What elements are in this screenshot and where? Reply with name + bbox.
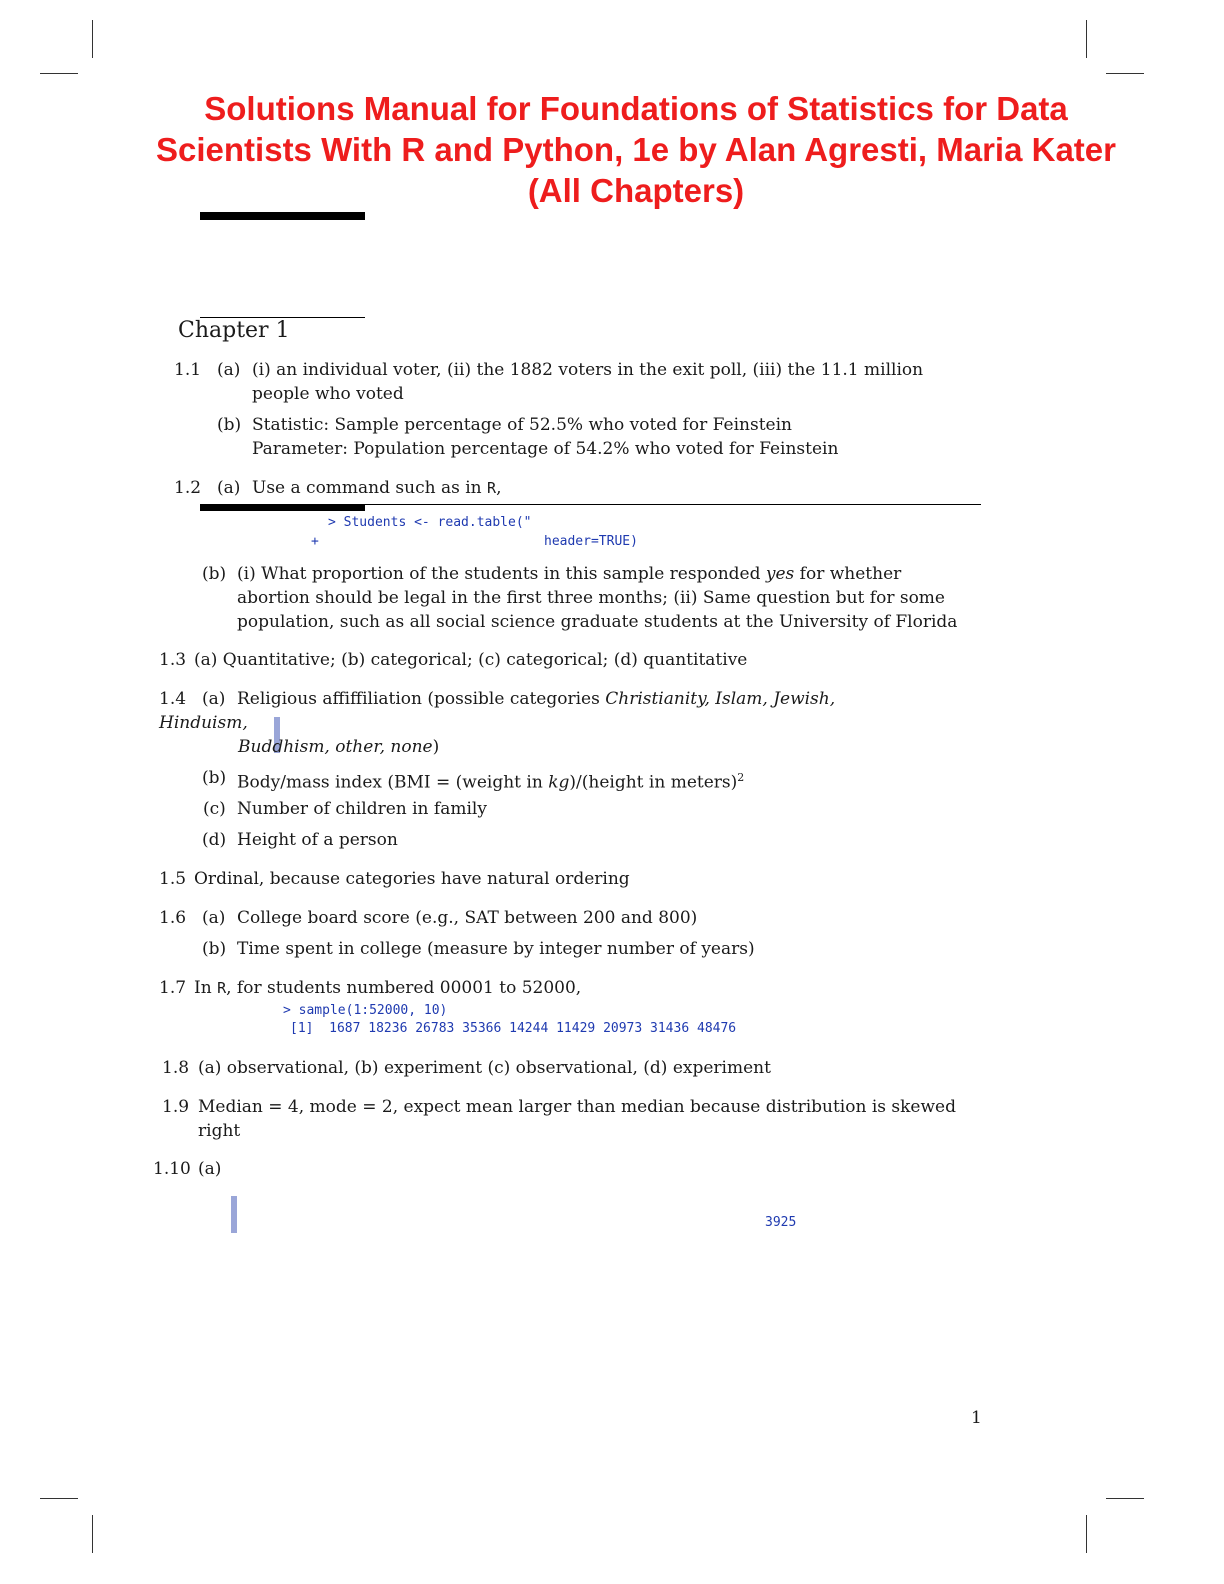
item-1-2-a-text-pre: Use a command such as in [252,478,488,498]
crop-mark-bottom-left-v [92,1515,93,1553]
item-1-2-b-label: (b) [202,564,227,584]
item-1-2-a-text-code: R [487,479,497,497]
item-1-6-a-label: (a) [202,908,226,928]
item-number-1-2: 1.2 [174,478,202,498]
item-1-1-a-line1: (i) an individual voter, (ii) the 1882 voters in the exit poll, (iii) the 11.1 million [252,360,924,380]
crop-mark-top-right-h [1106,73,1144,74]
item-1-4-c-label: (c) [203,799,226,819]
item-1-9-line1: Median = 4, mode = 2, expect mean larger than median because distribution is skewed [198,1097,956,1117]
item-1-4-a-line1-em: Christianity, Islam, Jewish, [605,689,836,709]
item-1-1-b-line2: Parameter: Population percentage of 54.2% who voted for Feinstein [252,439,839,459]
item-1-1-a-line2: people who voted [252,384,404,404]
item-number-1-1: 1.1 [174,360,202,380]
item-number-1-4: 1.4 [159,689,187,709]
crop-mark-bottom-right-v [1086,1515,1087,1553]
item-1-1-b-label: (b) [217,415,242,435]
title-line-3: (All Chapters) [527,172,745,209]
chapter-number: 1 [275,318,290,343]
document-title [80,88,1192,211]
item-1-4-b-em: kg [548,772,570,793]
item-1-4-b-label: (b) [202,768,227,788]
item-1-7-text-pre: In [194,978,218,998]
item-1-4-b-text [237,767,744,794]
item-1-2-b-line1-pre: (i) What proportion of the students in this sample responded [237,564,766,584]
item-1-2-a-text-post: , [496,478,502,498]
item-1-4-a-line1 [237,688,835,710]
crop-mark-bottom-left-h [40,1498,78,1499]
code-1-2-line2-rest: header=TRUE) [544,534,638,549]
item-1-4-a-label: (a) [202,689,226,709]
item-1-7-text-code: R [217,979,227,997]
item-1-4-a-line2 [159,712,248,734]
crop-mark-top-left-h [40,73,78,74]
item-1-7-text-post: , for students numbered 00001 to 52000, [226,978,582,998]
item-1-4-c-text: Number of children in family [237,799,487,819]
code-block-rule [365,504,981,505]
item-number-1-3: 1.3 [159,650,187,670]
item-1-4-d-text: Height of a person [237,830,398,850]
item-number-1-5: 1.5 [159,869,187,889]
item-1-2-b-line2: abortion should be legal in the first three months; (ii) Same question but for some [237,588,945,608]
code-1-7-line1: > sample(1:52000, 10) [283,1003,448,1018]
black-bar-top [200,212,365,220]
item-1-4-a-line1-pre: Religious affiffiliation (possible categories [237,689,606,709]
item-1-2-b-line3: population, such as all social science graduate students at the University of Florida [237,612,958,632]
item-1-4-d-label: (d) [202,830,227,850]
item-1-4-b-pre: Body/mass index (BMI = (weight in [237,772,549,793]
title-line-1: Solutions Manual for Foundations of Statistics for Data [204,90,1068,127]
crop-mark-top-right-v [1086,20,1087,58]
text-cursor-marker-2 [231,1196,237,1233]
item-1-6-b-text: Time spent in college (measure by integer number of years) [237,939,755,959]
item-1-3-text: (a) Quantitative; (b) categorical; (c) categorical; (d) quantitative [194,650,748,670]
item-1-2-b-line1 [237,563,901,585]
item-1-4-a-line3 [238,736,439,758]
item-number-1-10: 1.10 [153,1159,191,1179]
item-1-1-b-line1: Statistic: Sample percentage of 52.5% who voted for Feinstein [252,415,792,435]
crop-mark-bottom-right-h [1106,1498,1144,1499]
item-1-2-b-line1-post: for whether [794,564,902,584]
item-number-1-6: 1.6 [159,908,187,928]
item-1-6-a-text: College board score (e.g., SAT between 200 and 800) [237,908,698,928]
item-1-1-a-label: (a) [217,360,241,380]
black-bar-code [200,504,365,511]
page-number: 1 [971,1408,982,1428]
item-1-2-a-text [252,477,501,499]
item-1-8-text: (a) observational, (b) experiment (c) observational, (d) experiment [198,1058,771,1078]
item-1-4-b-sup: 2 [737,771,745,784]
crop-mark-top-left-v [92,20,93,58]
item-number-1-9: 1.9 [162,1097,190,1117]
item-1-2-a-label: (a) [217,478,241,498]
item-1-6-b-label: (b) [202,939,227,959]
title-line-2: Scientists With R and Python, 1e by Alan Agresti, Maria Kater [156,131,1116,168]
code-1-2-line1: > Students <- read.table(" [328,515,532,530]
chapter-heading [178,318,290,343]
code-1-7-line2: [1] 1687 18236 26783 35366 14244 11429 20973 31436 48476 [290,1021,737,1036]
item-1-4-b-post: )/(height in meters) [569,772,738,793]
item-1-9-line2: right [198,1121,241,1141]
item-1-5-text: Ordinal, because categories have natural ordering [194,869,630,889]
item-1-4-a-line3-em: Buddhism, other, none [238,737,433,757]
item-1-7-text [194,977,581,999]
item-1-4-a-line3-post: ) [432,737,440,757]
item-number-1-7: 1.7 [159,978,187,998]
chapter-word: Chapter [178,318,269,343]
item-1-4-a-line2-em: Hinduism, [159,713,248,733]
code-1-10-value: 3925 [765,1215,797,1230]
code-1-2-line2-prefix: + [311,534,319,549]
item-number-1-8: 1.8 [162,1058,190,1078]
item-1-10-a-label: (a) [198,1159,222,1179]
item-1-2-b-line1-em: yes [765,564,795,584]
